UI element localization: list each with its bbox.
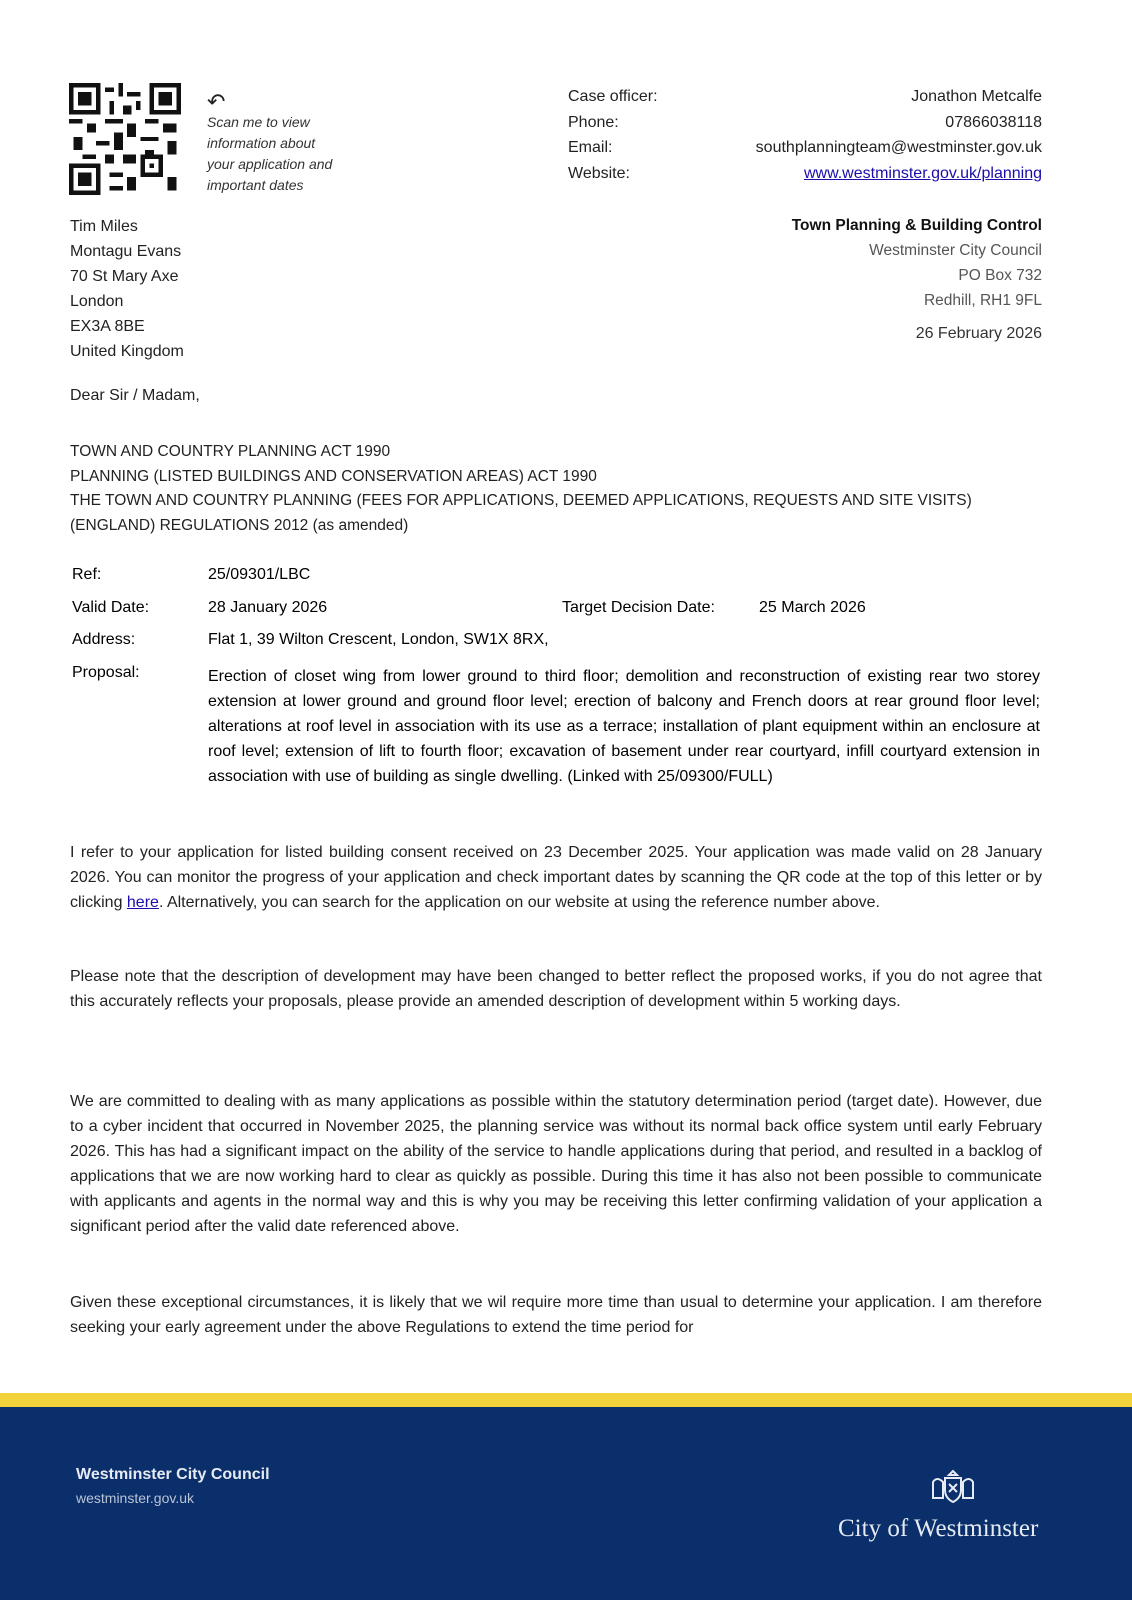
- address-value: Flat 1, 39 Wilton Crescent, London, SW1X 8RX,: [208, 631, 549, 648]
- address-line: United Kingdom: [70, 343, 184, 360]
- coat-of-arms-icon: [928, 1468, 978, 1508]
- website-link[interactable]: www.westminster.gov.uk/planning: [803, 164, 1042, 182]
- phone-value: 07866038118: [945, 113, 1042, 131]
- sender-address: [792, 213, 1042, 313]
- ref-value: 25/09301/LBC: [208, 566, 311, 583]
- address-line: Tim Miles: [70, 218, 138, 235]
- website-label: Website:: [568, 164, 630, 182]
- footer-band: [0, 1393, 1132, 1407]
- paragraph-text: I refer to your application for listed building consent received on 23 December 2025. Your application was made valid on 28 January 2026. You can monitor the progress of your application and check important dates by scanning the QR code at the top of this letter or by clicking: [70, 844, 1042, 911]
- qr-code[interactable]: [69, 83, 181, 195]
- footer-council-name: Westminster City Council: [76, 1466, 270, 1483]
- act-line: THE TOWN AND COUNTRY PLANNING (FEES FOR APPLICATIONS, DEEMED APPLICATIONS, REQUESTS AND SITE VISITS): [70, 492, 972, 509]
- email-label: Email:: [568, 139, 613, 156]
- acts-heading: [70, 440, 1050, 538]
- act-line: (ENGLAND) REGULATIONS 2012 (as amended): [70, 516, 409, 534]
- address-line: EX3A 8BE: [70, 318, 145, 335]
- proposal-label: Proposal:: [72, 664, 140, 681]
- case-officer-value: Jonathon Metcalfe: [911, 88, 1042, 105]
- address-label: Address:: [72, 631, 136, 648]
- letter-date: 26 February 2026: [915, 325, 1042, 342]
- salutation: Dear Sir / Madam,: [70, 387, 200, 404]
- case-officer-label: Case officer:: [568, 88, 658, 105]
- phone-label: Phone:: [568, 113, 619, 131]
- valid-date-value: 28 January 2026: [208, 599, 328, 616]
- paragraph-description: Please note that the description of development may have been changed to better reflect the proposed works, if you do not agree that this accurately reflects your proposals, please provide an amended description of development within 5 working days.: [70, 968, 1042, 1010]
- sender-line: Redhill, RH1 9FL: [923, 292, 1042, 309]
- department-name: Town Planning & Building Control: [791, 217, 1042, 234]
- curved-arrow-icon: ↶: [207, 89, 226, 114]
- target-date-label: Target Decision Date:: [562, 599, 715, 616]
- qr-caption-line: information about: [207, 135, 316, 151]
- footer-url: westminster.gov.uk: [76, 1490, 195, 1506]
- email-value: southplanningteam@westminster.gov.uk: [755, 139, 1042, 156]
- recipient-address: [70, 214, 184, 364]
- qr-caption-line: Scan me to view: [207, 114, 310, 130]
- paragraph-application-received: [70, 840, 1042, 915]
- target-date-value: 25 March 2026: [759, 599, 866, 616]
- act-line: TOWN AND COUNTRY PLANNING ACT 1990: [70, 443, 391, 460]
- proposal-value: Erection of closet wing from lower ground to third floor; demolition and reconstruction of existing rear two storey extension at lower ground and ground floor level; erection of balcony and French doors at rear ground floor level; alterations at roof level in association with its use as a terrace; installation of plant equipment within an enclosure at roof level; extension of lift to fourth floor; excavation of basement under rear courtyard, infill courtyard extension in association with use of building as single dwelling. (Linked with 25/09300/FULL): [208, 668, 1040, 785]
- valid-date-label: Valid Date:: [72, 599, 150, 616]
- sender-line: Westminster City Council: [869, 242, 1042, 259]
- footer-logo-text: City of Westminster: [838, 1515, 1039, 1542]
- address-line: 70 St Mary Axe: [70, 268, 179, 285]
- qr-caption-line: your application and: [207, 156, 333, 172]
- paragraph-text: . Alternatively, you can search for the application on our website at using the reference number above.: [158, 894, 880, 911]
- act-line: PLANNING (LISTED BUILDINGS AND CONSERVATION AREAS) ACT 1990: [70, 467, 597, 485]
- ref-label: Ref:: [72, 566, 102, 583]
- case-officer-block: [568, 84, 1042, 186]
- paragraph-extension: Given these exceptional circumstances, it is likely that we wil require more time than usual to determine your application. I am therefore seeking your early agreement under the above Regulations to extend the time period for: [70, 1294, 1042, 1336]
- paragraph-cyber-incident: We are committed to dealing with as many applications as possible within the statutory determination period (target date). However, due to a cyber incident that occurred in November 2025, the planning service was without its normal back office system until early February 2026. This has had a significant impact on the ability of the service to handle applications during that period, and resulted in a backlog of applications that we are now working hard to clear as quickly as possible. During this time it has also not been possible to communicate with applicants and agents in the normal way and this is why you may be receiving this letter confirming validation of your application a significant period after the valid date referenced above.: [70, 1093, 1042, 1235]
- qr-caption: [207, 89, 367, 196]
- here-link[interactable]: here: [126, 894, 159, 911]
- address-line: Montagu Evans: [70, 243, 182, 260]
- sender-line: PO Box 732: [958, 267, 1042, 284]
- address-line: London: [70, 293, 124, 310]
- qr-caption-line: important dates: [207, 177, 304, 193]
